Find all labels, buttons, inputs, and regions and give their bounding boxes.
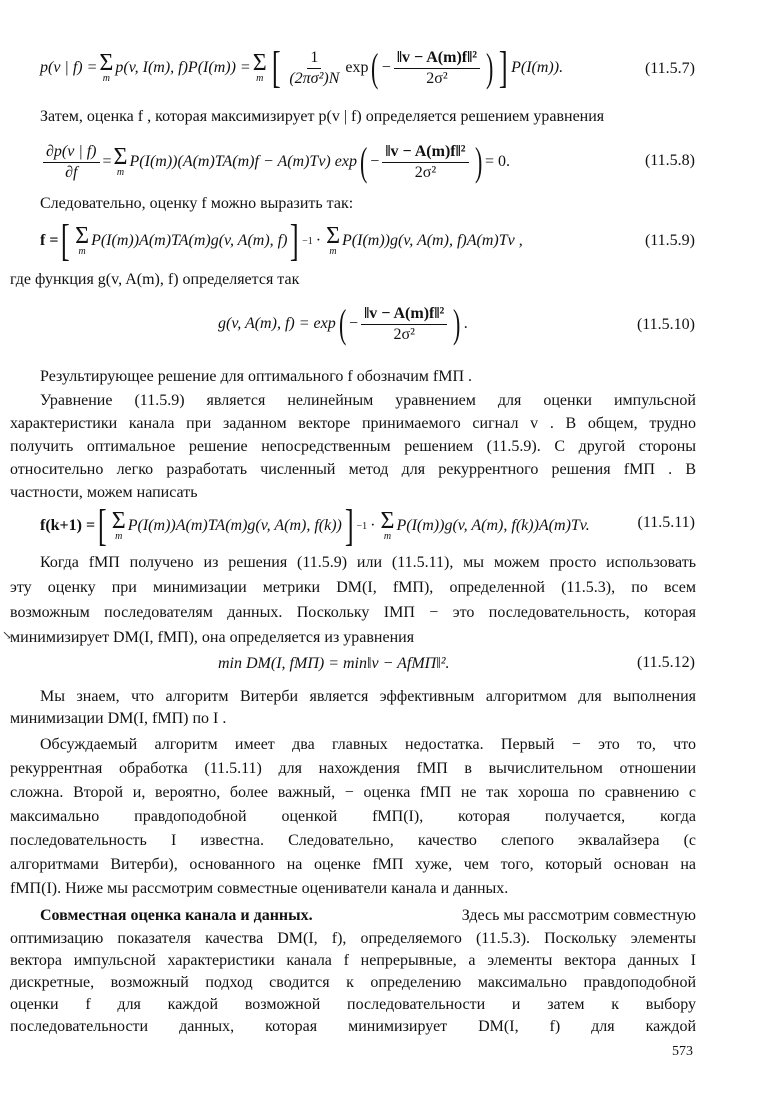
paragraph-5-line-2: оптимизацию показателя качества DM(I, f), определяемого (11.5.3). Поскольку элементы bbox=[10, 930, 696, 947]
text-line-1: Затем, оценка f , которая максимизирует p(v | f) определяется решением уравнения bbox=[40, 108, 605, 125]
paragraph-5-line-3: вектора импульсной характеристики канала f непрерывные, а элементы вектора данных I bbox=[10, 952, 696, 969]
paragraph-5-line-4: дискретные, возможный подход сводится к определению максимально правдоподобной bbox=[10, 974, 696, 991]
text-line-4: Результирующее решение для оптимального f обозначим fМП . bbox=[40, 368, 473, 385]
equation-11-5-7: p(v | f) = Σ m p(v, I(m), f)P(I(m)) = Σ m [ $\frac{1}{\text{(2πσ²)N}}$ exp ( − $\frac{\text{‖v − A(m)f‖²}}{\text{2σ²}}$ ) ] P(I(m)). bbox=[40, 43, 564, 92]
eq10-lhs: g(v, A(m), f) = exp bbox=[218, 315, 336, 332]
equation-number-11-5-7: (11.5.7) bbox=[644, 60, 695, 77]
eq11-rest: P(I(m))g(v, A(m), f(k))A(m)Tv. bbox=[396, 517, 590, 534]
equation-11-5-8: $\frac{\partial p(v | f)}{\partial f}$ = Σ m P(I(m))(A(m)TA(m)f − A(m)Tv) exp ( − $\frac{\text{‖v − A(m)f‖²}}{\text{2σ²}}$ ) = 0. bbox=[40, 132, 510, 192]
eq8-lhs-fraction: $\frac{\partial p(v | f)}{\partial f}$ bbox=[43, 143, 100, 182]
equation-number-11-5-12: (11.5.12) bbox=[636, 654, 695, 671]
equation-11-5-10: g(v, A(m), f) = exp ( − $\frac{\text{‖v − A(m)f‖²}}{\text{2σ²}}$ ) . bbox=[218, 301, 468, 346]
eq9-inner: P(I(m))A(m)TA(m)g(v, A(m), f) bbox=[91, 232, 288, 249]
paragraph-1-line-1: Уравнение (11.5.9) является нелинейным уравнением для оценки импульсной bbox=[40, 392, 696, 409]
paragraph-3-line-2: минимизации DM(I, fМП) по I . bbox=[10, 710, 227, 727]
eq12-expression: min DM(I, fМП) = min‖v − AfМП‖². bbox=[218, 655, 450, 672]
eq7-term1: p(v, I(m), f)P(I(m)) = bbox=[115, 59, 251, 76]
paragraph-2-line-2: эту оценку при минимизации метрики DM(I, fМП), определенной (11.5.3), по всем bbox=[10, 579, 696, 596]
equation-number-11-5-8: (11.5.8) bbox=[644, 152, 695, 169]
eq7-sum-2: Σ m bbox=[252, 50, 267, 84]
eq9-lhs: f = bbox=[40, 232, 59, 249]
paragraph-4-line-7: fМП(I). Ниже мы рассмотрим совместные оцениватели канала и данных. bbox=[10, 880, 509, 897]
paragraph-5-line-6: последовательности данных, которая минимизирует DM(I, f) для каждой bbox=[10, 1018, 696, 1035]
equation-number-11-5-10: (11.5.10) bbox=[636, 316, 695, 333]
eq9-sum-2: Σ m bbox=[326, 223, 341, 257]
eq11-lhs: f(k+1) = bbox=[40, 517, 96, 534]
paragraph-2-line-4: минимизирует DM(I, fМП), она определяется из уравнения bbox=[10, 629, 415, 646]
eq8-term: P(I(m))(A(m)TA(m)f − A(m)Tv) exp bbox=[129, 153, 357, 170]
paragraph-4-line-4: максимально правдоподобной оценкой fМП(I), которая получается, когда bbox=[10, 808, 696, 825]
paragraph-2-line-1: Когда fМП получено из решения (11.5.9) или (11.5.11), мы можем просто использовать bbox=[40, 554, 696, 571]
equation-number-11-5-11: (11.5.11) bbox=[637, 514, 695, 531]
eq9-rest: P(I(m))g(v, A(m), f)A(m)Tv , bbox=[342, 232, 523, 249]
eq7-lhs: p(v | f) = bbox=[40, 59, 98, 76]
paragraph-4-line-5: последовательность I известна. Следовательно, качество слепого эквалайзера (с bbox=[10, 832, 696, 849]
paragraph-4-line-1: Обсуждаемый алгоритм имеет два главных недостатка. Первый − это то, что bbox=[40, 736, 696, 753]
eq11-sum-1: Σ m bbox=[111, 508, 126, 542]
section-heading: Совместная оценка канала и данных. bbox=[40, 907, 313, 924]
paragraph-5-line-1-rest: Здесь мы рассмотрим совместную bbox=[461, 907, 696, 924]
margin-mark: ↘ bbox=[2, 628, 13, 642]
eq8-exp-fraction: $\frac{\text{‖v − A(m)f‖²}}{\text{2σ²}}$ bbox=[382, 143, 468, 182]
eq7-sum-1: Σ m bbox=[99, 50, 114, 84]
equation-11-5-12 bbox=[218, 650, 449, 678]
eq11-sum-2: Σ m bbox=[380, 508, 395, 542]
text-line-3: где функция g(v, A(m), f) определяется так bbox=[10, 271, 300, 288]
paragraph-4-line-3: сложна. Второй и, вероятно, более важный, − оценка fМП не так хороша по сравнению с bbox=[10, 784, 696, 801]
eq10-exp-fraction: $\frac{\text{‖v − A(m)f‖²}}{\text{2σ²}}$ bbox=[361, 305, 447, 344]
eq8-sum: Σ m bbox=[113, 144, 128, 178]
equation-11-5-9: f = [ Σ m P(I(m))A(m)TA(m)g(v, A(m), f) ] −1 · Σ m P(I(m))g(v, A(m), f)A(m)Tv , bbox=[40, 216, 523, 265]
paragraph-5-line-5: оценки f для каждой возможной последовательности и затем к выбору bbox=[10, 996, 696, 1013]
paragraph-4-line-2: рекуррентная обработка (11.5.11) для нахождения fМП в вычислительном отношении bbox=[10, 760, 696, 777]
eq11-inner: P(I(m))A(m)TA(m)g(v, A(m), f(k)) bbox=[127, 517, 342, 534]
equation-number-11-5-9: (11.5.9) bbox=[644, 232, 695, 249]
eq7-fraction: $\frac{1}{\text{(2πσ²)N}}$ bbox=[289, 48, 340, 87]
eq7-tail: P(I(m)). bbox=[511, 59, 564, 76]
paragraph-2-line-3: возможным последователям данных. Поскольку IМП − это последовательность, которая bbox=[10, 604, 696, 621]
text-line-2: Следовательно, оценку f можно выразить так: bbox=[40, 195, 354, 212]
page-number: 573 bbox=[672, 1044, 693, 1059]
paragraph-1-line-5: частности, можем написать bbox=[10, 484, 198, 501]
paragraph-1-line-4: относительно легко разработать численный метод для рекуррентного решения fМП . В bbox=[10, 461, 696, 478]
paragraph-4-line-6: алгоритмами Витерби), основанного на оценке fМП хуже, чем того, который основан на bbox=[10, 856, 696, 873]
paragraph-5-line-1 bbox=[40, 906, 696, 926]
equation-11-5-11: f(k+1) = [ Σ m P(I(m))A(m)TA(m)g(v, A(m), f(k)) ] −1 · Σ m P(I(m))g(v, A(m), f(k))A(m)Tv. bbox=[40, 501, 590, 550]
paragraph-1-line-3: получить оптимальное решение непосредственным решением (11.5.9). С другой стороны bbox=[10, 438, 696, 455]
paragraph-3-line-1: Мы знаем, что алгоритм Витерби является эффективным алгоритмом для выполнения bbox=[40, 688, 696, 705]
eq9-sum-1: Σ m bbox=[75, 223, 90, 257]
paragraph-1-line-2: характеристики канала при заданном векторе принимаемого сигнал v . В общем, трудно bbox=[10, 415, 696, 432]
eq7-exp-fraction: $\frac{\text{‖v − A(m)f‖²}}{\text{2σ²}}$ bbox=[394, 49, 480, 88]
